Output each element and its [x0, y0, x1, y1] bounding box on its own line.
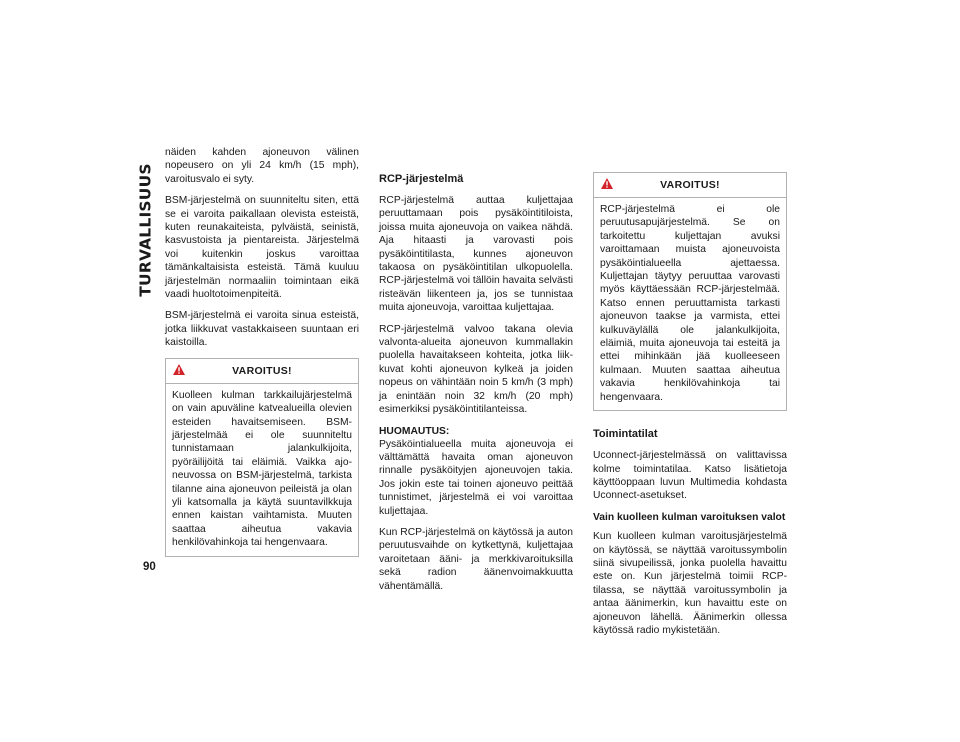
note-block: [379, 425, 573, 518]
subsection-heading: Vain kuolleen kulman varoituksen valot: [593, 511, 786, 523]
paragraph: BSM-järjestelmä on suunniteltu siten, että se ei varoita paikallaan olevista esteistä, kuten reunakaiteista, pylväistä, seinistä, kasvustoista ja pientareista. Järjestelmä voi kuitenkin joskus varoittaa tämänkaltaisista esteistä. Tämä kuuluu järjestelmän normaaliin toimintaan eikä vaadi huoltotoimenpiteitä.: [165, 195, 359, 301]
warning-box: [165, 358, 359, 557]
note-text: Pysäköintialueella muita ajoneuvoja ei välttämättä havaita oman ajoneuvon rinnalle pysäköityjen ajoneuvojen takia. Jos jokin este tai toinen ajoneuvo peittää tunnistimet, järjestelmä ei voi varoittaa kuljettajaa.: [379, 438, 573, 517]
column-2: [379, 172, 573, 601]
warning-text: RCP-järjestelmä ei ole peruutusapujärjestelmä. Se on tarkoitettu kuljettajan avuksi varoittamaan muista ajoneuvoista pysäköintialueella ajettaessa. Kuljettajan täytyy peruuttaa varovasti myös käyttäessään RCP-järjestelmää. Katso ennen peruuttamista tarkasti ajoneuvon taakse ja varmista, ettei kulkuväylällä ole jalankulkijoita, eläimiä, muita ajoneuvoja tai esteitä ja ettei mihinkään jää kuolleeseen kulmaan. Muuten saattaa aiheutua vakavia henkilövahinkoja tai hengenvaara.: [600, 204, 780, 403]
warning-text: Kuolleen kulman tarkkailujärjestelmä on vain apuväline katvealueilla olevien esteiden havaitsemiseen. BSM-järjestelmää ei ole suunniteltu tunnistamaan jalankulkijoita, pyöräilijöitä tai eläimiä. Vaikka ajoneuvossa on BSM-järjestelmä, tarkista tilanne aina ajoneuvon peileistä ja olan yli katsomalla ja käytä suuntavilkkuja ennen kaistan vaihtamista. Muuten saattaa aiheutua vakavia henkilövahinkoja tai hengenvaara.: [172, 389, 352, 549]
warning-body: [594, 198, 786, 410]
column-3: [593, 172, 787, 645]
warning-triangle-icon: [601, 178, 613, 189]
paragraph: BSM-järjestelmä ei varoita sinua esteistä, jotka liikkuvat vastakkaiseen suuntaan eri kaistoilla.: [165, 310, 359, 349]
note-title: HUOMAUTUS:: [379, 425, 450, 437]
section-title-text: TURVALLISUUS: [137, 163, 155, 297]
warning-box: [593, 172, 787, 411]
warning-body: [166, 384, 358, 556]
warning-triangle-icon: [173, 364, 185, 375]
column-1: [165, 146, 359, 557]
warning-title: VAROITUS!: [660, 179, 720, 191]
paragraph: Kun RCP-järjestelmä on käytössä ja auton peruutusvaihde on kytkettynä, kuljettajaa varoitetaan ääni- ja merkkivaroituksilla sekä radion äänenvoimakkuutta vähentämällä.: [379, 526, 573, 592]
paragraph: RCP-järjestelmä valvoo takana olevia valvonta-alueita ajoneuvon kummallakin puolella havaitakseen kohteita, jotka liikkuvat kohti ajoneuvon kylkeä ja joiden nopeus on vähintään noin 5 km/h (3 mph) ja enintään noin 32 km/h (20 mph) esimerkiksi pysäköintitilanteissa.: [379, 323, 573, 416]
warning-title: VAROITUS!: [232, 364, 292, 377]
paragraph: RCP-järjestelmä auttaa kuljettajaa peruuttamaan pois pysäköintitiloista, joissa muita ajoneuvoja on vaikea nähdä. Aja hitaasti ja varovasti pois pysäköintitilasta, kunnes ajoneuvon takaosa on pysäköintitilan ulkopuolella. RCP-järjestelmä voi tällöin havaita selvästi risteävän liikenteen ja, jos se tunnistaa muita ajoneuvoja, varoittaa kuljettajaa.: [379, 195, 574, 314]
warning-header: [166, 359, 358, 384]
paragraph: Kun kuolleen kulman varoitusjärjestelmä on käytössä, se näyttää varoitussymbolin siinä sivupeilissä, jonka puolella havaittu este on. Kun järjestelmä toimii RCP-tilassa, se näyttää varoitussymbolin ja antaa äänimerkin, kun havaittu este on ajoneuvon lähellä. Äänimerkin ollessa käytössä radio mykistetään.: [593, 531, 787, 636]
section-heading: RCP-järjestelmä: [379, 173, 464, 185]
paragraph: Uconnect-järjestelmässä on valittavissa kolme toimintatilaa. Katso lisätietoja käyttöoppaan luvun Multimedia kohdasta Uconnect-asetukset.: [593, 450, 787, 502]
page-number: 90: [143, 561, 156, 573]
warning-header: [594, 173, 786, 198]
section-heading: Toimintatilat: [593, 428, 658, 441]
paragraph: näiden kahden ajoneuvon välinen nopeusero on yli 24 km/h (15 mph), varoitusvalo ei syty.: [165, 147, 359, 185]
section-side-title: [134, 150, 158, 310]
